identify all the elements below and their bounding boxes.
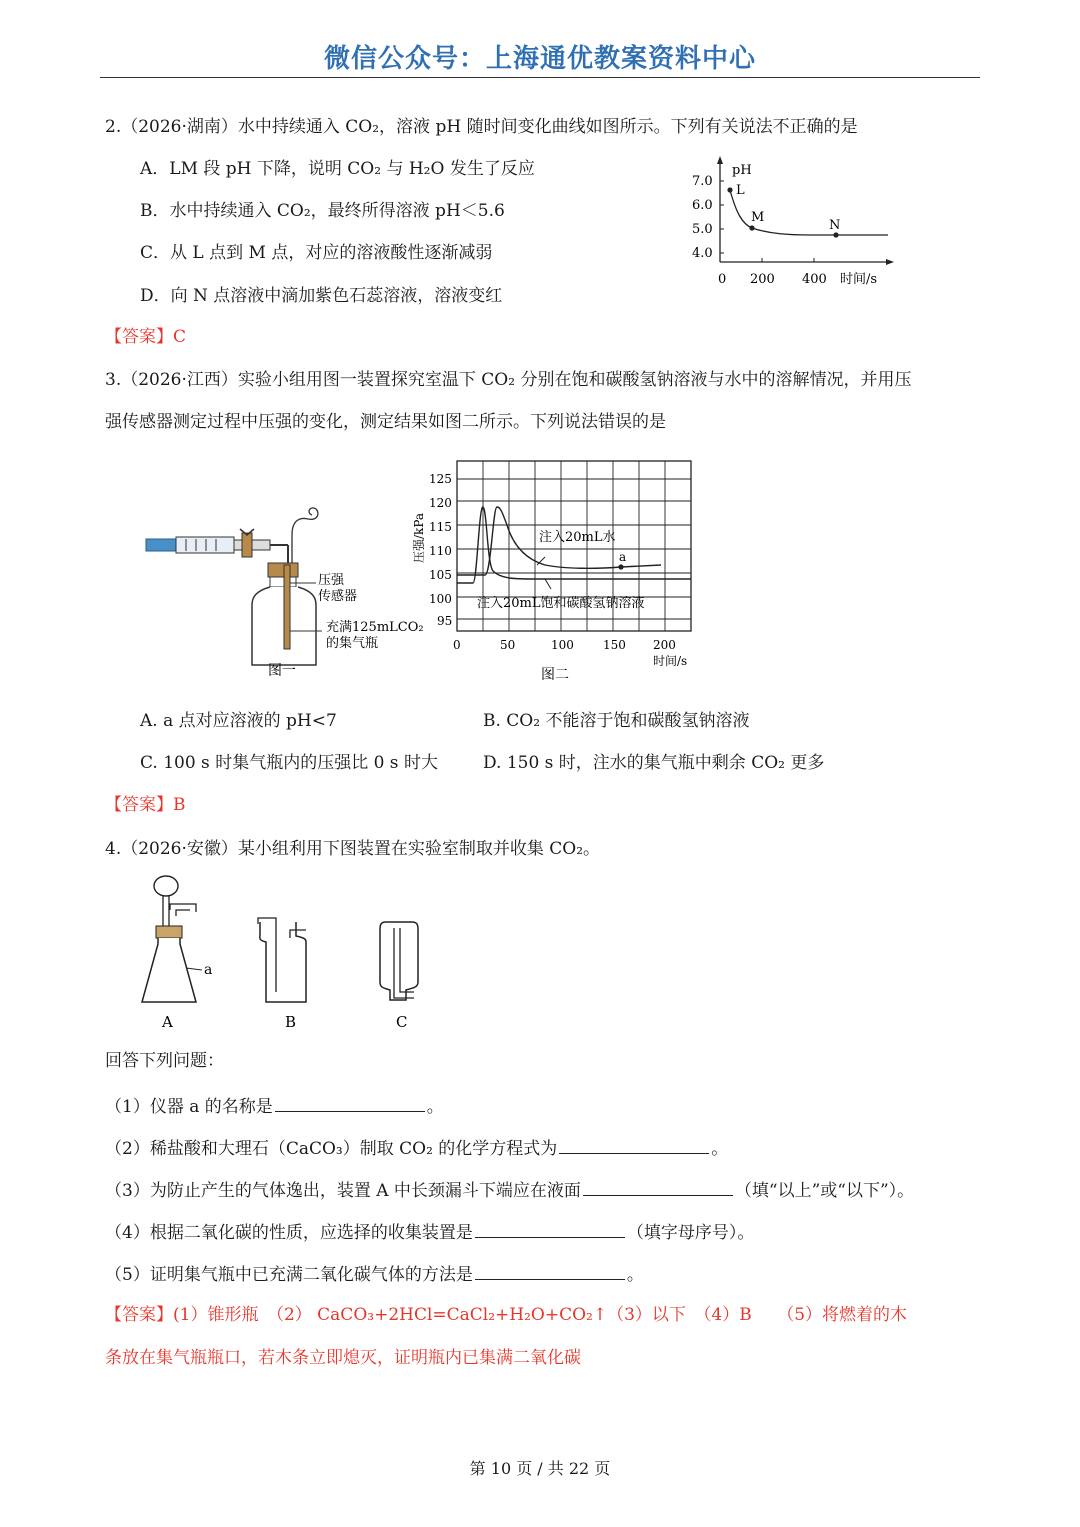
q4-sub-3-end: （填“以上”或“以下”）。: [734, 1181, 915, 1201]
q4-sub-1-text: （1）仪器 a 的名称是: [105, 1097, 273, 1117]
fig2-xtick-150: 150: [603, 638, 626, 652]
q3-figure-1-apparatus: [140, 505, 440, 685]
q4-sub-5: [105, 1261, 644, 1286]
fig2-xlabel: 时间/s: [653, 654, 688, 668]
q2-xtick-200: 200: [750, 272, 775, 287]
fig2-caption: 图二: [541, 667, 569, 683]
q4-label-apparatus-b: B: [285, 1013, 297, 1031]
fig2-ytick-105: 105: [429, 568, 452, 582]
q2-option-b: B．水中持续通入 CO₂，最终所得溶液 pH＜5.6: [140, 201, 505, 221]
q3-option-c: C. 100 s 时集气瓶内的压强比 0 s 时大: [140, 753, 438, 773]
q2-option-d: D．向 N 点溶液中滴加紫色石蕊溶液，溶液变红: [140, 286, 503, 306]
fig2-ytick-110: 110: [429, 544, 452, 558]
fig1-caption: 图一: [268, 663, 296, 679]
q4-sub-4: [105, 1219, 754, 1244]
q4-apparatus-figure: [130, 870, 450, 1035]
q4-sub-5-end: 。: [626, 1265, 644, 1285]
fig2-ytick-115: 115: [429, 520, 452, 534]
fig2-ytick-120: 120: [429, 496, 452, 510]
fig1-label-bottle-2: 的集气瓶: [326, 636, 379, 651]
q4-sub-3: [105, 1177, 914, 1202]
q2-ph-graph: [680, 152, 900, 297]
q4-sub-2-text: （2）稀盐酸和大理石（CaCO₃）制取 CO₂ 的化学方程式为: [105, 1139, 558, 1159]
fig2-label-nahco3: 注入20mL饱和碳酸氢钠溶液: [477, 596, 645, 611]
q4-sub-3-blank[interactable]: [583, 1177, 733, 1196]
q2-point-m: [749, 225, 754, 230]
q4-sub-5-blank[interactable]: [475, 1261, 625, 1280]
q4-prompt: 回答下列问题：: [105, 1051, 224, 1071]
q4-sub-2: [105, 1135, 728, 1160]
q2-point-n-label: N: [829, 218, 841, 233]
q3-figure-2-pressure-chart: [405, 455, 705, 690]
q2-xtick-400: 400: [802, 272, 827, 287]
fig1-label-bottle-1: 充满125mLCO₂: [326, 620, 424, 635]
fig2-ytick-100: 100: [429, 592, 452, 606]
fig2-point-a: [618, 564, 623, 569]
q4-stem: 4.（2026·安徽）某小组利用下图装置在实验室制取并收集 CO₂。: [105, 839, 601, 859]
q2-point-l: [727, 187, 732, 192]
fig2-ylabel: 压强/kPa: [412, 512, 426, 563]
fig2-xtick-50: 50: [500, 638, 516, 652]
q4-sub-3-text: （3）为防止产生的气体逸出，装置 A 中长颈漏斗下端应在液面: [105, 1181, 581, 1201]
q3-answer: 【答案】B: [105, 795, 186, 815]
fig2-xtick-100: 100: [551, 638, 574, 652]
q4-sub-1-blank[interactable]: [275, 1093, 425, 1112]
q4-sub-4-blank[interactable]: [475, 1219, 625, 1238]
q4-sub-2-end: 。: [711, 1139, 729, 1159]
q3-option-d: D. 150 s 时，注水的集气瓶中剩余 CO₂ 更多: [483, 753, 825, 773]
q2-ytick-5: 5.0: [692, 222, 713, 237]
q2-option-c: C．从 L 点到 M 点，对应的溶液酸性逐渐减弱: [140, 243, 493, 263]
q4-label-apparatus-c: C: [396, 1013, 408, 1031]
q2-option-a: A．LM 段 pH 下降，说明 CO₂ 与 H₂O 发生了反应: [140, 159, 535, 179]
q2-point-l-label: L: [736, 183, 745, 198]
q3-stem-line2: 强传感器测定过程中压强的变化，测定结果如图二所示。下列说法错误的是: [105, 412, 666, 432]
q2-point-m-label: M: [751, 210, 765, 225]
q4-sub-1: [105, 1093, 444, 1118]
q2-graph-xlabel: 时间/s: [840, 272, 878, 287]
q2-ytick-4: 4.0: [692, 246, 713, 261]
fig2-xtick-0: 0: [453, 638, 461, 652]
q4-sub-1-end: 。: [426, 1097, 444, 1117]
apparatus-a-conical-flask-icon: [142, 876, 202, 1002]
q2-ytick-7: 7.0: [692, 174, 713, 189]
page-number: 第 10 页 / 共 22 页: [469, 1459, 611, 1478]
fig2-xtick-200: 200: [653, 638, 676, 652]
q2-xtick-0: 0: [718, 272, 727, 287]
header-rule: [100, 77, 980, 78]
q3-option-a: A. a 点对应溶液的 pH<7: [140, 711, 337, 731]
valve-icon: [242, 533, 252, 557]
q4-sub-5-text: （5）证明集气瓶中已充满二氧化碳气体的方法是: [105, 1265, 473, 1285]
fig2-point-a-label: a: [619, 550, 627, 564]
apparatus-b-collection-bottle-icon: [258, 918, 306, 1002]
q2-ytick-6: 6.0: [692, 198, 713, 213]
syringe-plunger-icon: [146, 539, 176, 551]
fig1-label-sensor-1: 压强: [318, 573, 345, 588]
q3-stem-line1: 3.（2026·江西）实验小组用图一装置探究室温下 CO₂ 分别在饱和碳酸氢钠溶液与水中的溶解情况，并用压: [105, 370, 912, 390]
q4-sub-4-text: （4）根据二氧化碳的性质，应选择的收集装置是: [105, 1223, 473, 1243]
q4-answer-line-1: 【答案】(1）锥形瓶 （2） CaCO₃+2HCl=CaCl₂+H₂O+CO₂↑（3）以下 （4）B （5）将燃着的木: [105, 1305, 908, 1325]
apparatus-c-inverted-bottle-icon: [380, 922, 418, 1000]
fig2-ytick-95: 95: [437, 614, 453, 628]
q2-stem: 2.（2026·湖南）水中持续通入 CO₂，溶液 pH 随时间变化曲线如图所示。下列有关说法不正确的是: [105, 117, 858, 137]
sensor-wire: [292, 508, 318, 565]
fig2-ytick-125: 125: [429, 472, 452, 486]
q4-answer-line-2: 条放在集气瓶瓶口，若木条立即熄灭，证明瓶内已集满二氧化碳: [105, 1348, 581, 1368]
q2-graph-ylabel: pH: [732, 163, 752, 178]
q4-sub-4-end: （填字母序号）。: [626, 1223, 755, 1243]
fig2-label-water: 注入20mL水: [539, 530, 616, 545]
q2-point-n: [833, 232, 838, 237]
q2-answer: 【答案】C: [105, 327, 187, 347]
q4-sub-2-blank[interactable]: [559, 1135, 709, 1154]
fig1-label-sensor-2: 传感器: [318, 589, 358, 604]
q3-option-b: B. CO₂ 不能溶于饱和碳酸氢钠溶液: [483, 711, 750, 731]
q4-label-apparatus-a: A: [162, 1013, 173, 1031]
q4-label-a: a: [204, 962, 213, 978]
page-header-title: 微信公众号：上海通优教案资料中心: [323, 44, 756, 74]
